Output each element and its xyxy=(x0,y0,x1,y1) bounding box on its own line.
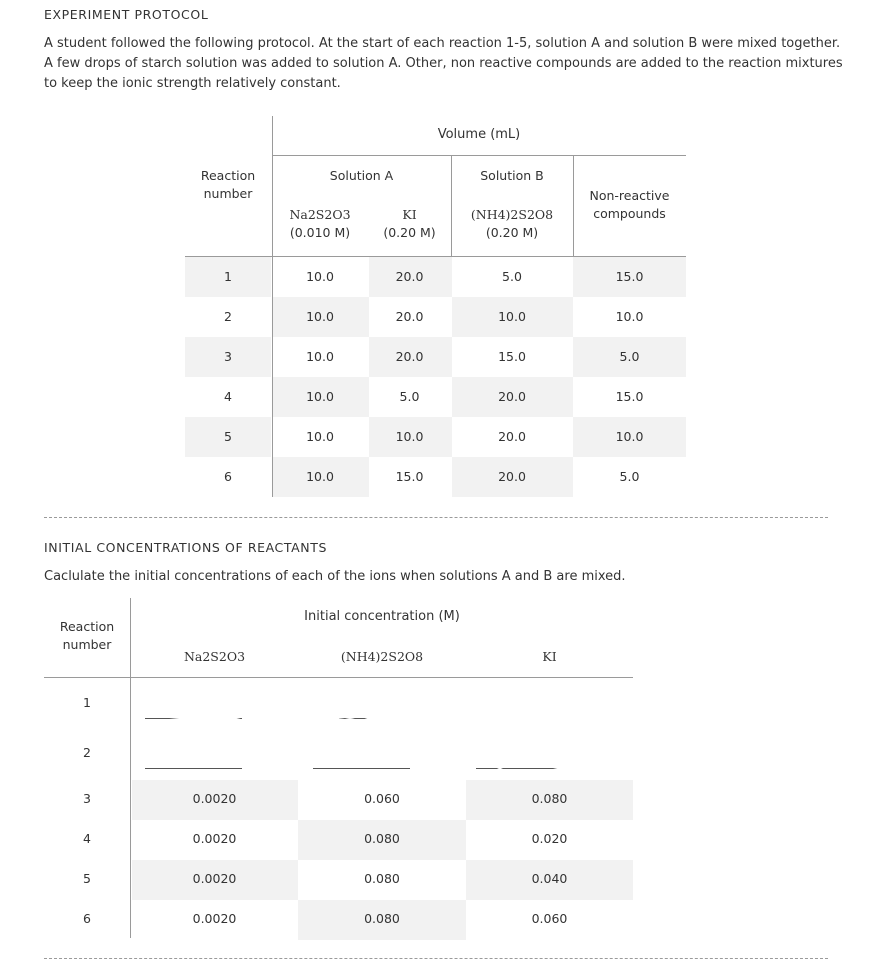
t1-row4-na2s2o3: 10.0 xyxy=(306,389,334,404)
t1-row3-nh4: 15.0 xyxy=(498,349,526,364)
t1-row4-nh4: 20.0 xyxy=(498,389,526,404)
t2-row6-reaction: 6 xyxy=(83,911,91,926)
t1-row6-ki: 15.0 xyxy=(395,469,424,484)
t2-ki-header: KI xyxy=(542,649,557,664)
t2-nh4-header: (NH4)2S2O8 xyxy=(340,649,424,664)
reaction-number-header xyxy=(185,168,271,201)
t1-row3-ki: 20.0 xyxy=(395,349,424,364)
t1-row1-nonreactive: 15.0 xyxy=(615,269,644,284)
ki-concentration: (0.20 M) xyxy=(383,225,436,240)
t1-row6-na2s2o3: 10.0 xyxy=(306,469,334,484)
bottom-divider xyxy=(44,958,828,959)
t1-row4-nonreactive: 15.0 xyxy=(615,389,644,404)
protocol-line-3: to keep the ionic strength relatively constant. xyxy=(44,76,341,91)
nh4-formula: (NH4)2S2O8 xyxy=(470,207,554,222)
na2s2o3-concentration: (0.010 M) xyxy=(289,225,351,240)
volume-header: Volume (mL) xyxy=(437,127,521,142)
nonreactive-header-line-1: Non-reactive xyxy=(589,188,670,203)
section-divider xyxy=(44,517,828,518)
t2-row4-nh4: 0.080 xyxy=(364,831,400,846)
t1-row1-ki: 20.0 xyxy=(395,269,424,284)
t2-row3-reaction: 3 xyxy=(83,791,91,806)
protocol-line-2: A few drops of starch solution was added to solution A. Other, non reactive compounds are added to the reaction mixtures xyxy=(44,56,843,71)
nonreactive-header-line-2: compounds xyxy=(593,206,666,221)
solution-b-header: Solution B xyxy=(480,168,544,183)
t2-row2-reaction: 2 xyxy=(83,745,91,760)
ki-formula: KI xyxy=(402,207,417,222)
t2-row3-nh4: 0.060 xyxy=(364,791,400,806)
t2-row6-ki: 0.060 xyxy=(531,911,568,926)
t2-reaction-header xyxy=(44,619,130,652)
t1-row4-reaction: 4 xyxy=(224,389,232,404)
protocol-heading: EXPERIMENT PROTOCOL xyxy=(44,7,209,22)
nonreactive-header xyxy=(573,188,686,221)
t1-row2-nh4: 10.0 xyxy=(498,309,526,324)
nh4-header xyxy=(451,207,573,240)
t1-row2-reaction: 2 xyxy=(224,309,232,324)
t1-row6-reaction: 6 xyxy=(224,469,232,484)
t1-row1-nh4: 5.0 xyxy=(502,269,522,284)
t2-row5-ki: 0.040 xyxy=(531,871,568,886)
t1-row5-nh4: 20.0 xyxy=(498,429,526,444)
t1-row2-na2s2o3: 10.0 xyxy=(306,309,334,324)
t1-row1-na2s2o3: 10.0 xyxy=(306,269,334,284)
conc-header: Initial concentration (M) xyxy=(304,609,460,624)
t2-row5-na2s2o3: 0.0020 xyxy=(192,871,237,886)
t1-row5-reaction: 5 xyxy=(224,429,232,444)
na2s2o3-formula: Na2S2O3 xyxy=(289,207,351,222)
ki-header xyxy=(368,207,451,240)
t2-row1-reaction: 1 xyxy=(83,695,91,710)
t2-row5-nh4: 0.080 xyxy=(364,871,400,886)
t2-row5-reaction: 5 xyxy=(83,871,91,886)
reaction-header-line-2: number xyxy=(203,186,253,201)
t1-row6-nonreactive: 5.0 xyxy=(619,469,640,484)
t1-row3-nonreactive: 5.0 xyxy=(619,349,640,364)
t2-row3-ki: 0.080 xyxy=(531,791,568,806)
initial-instruction: Caclulate the initial concentrations of each of the ions when solutions A and B are mixed. xyxy=(44,569,626,584)
protocol-line-1: A student followed the following protocol. At the start of each reaction 1-5, solution A and solution B were mixed together. xyxy=(44,36,841,51)
t2-row6-nh4: 0.080 xyxy=(364,911,400,926)
t1-row2-ki: 20.0 xyxy=(395,309,424,324)
solution-a-header: Solution A xyxy=(329,168,394,183)
t2-reaction-header-line-1: Reaction xyxy=(59,619,115,634)
t1-row3-reaction: 3 xyxy=(224,349,232,364)
t1-row5-nonreactive: 10.0 xyxy=(615,429,644,444)
t1-row2-nonreactive: 10.0 xyxy=(615,309,644,324)
t1-row6-nh4: 20.0 xyxy=(498,469,526,484)
t2-row6-na2s2o3: 0.0020 xyxy=(192,911,237,926)
reaction-header-line-1: Reaction xyxy=(200,168,256,183)
t1-row3-na2s2o3: 10.0 xyxy=(306,349,334,364)
t2-row4-reaction: 4 xyxy=(83,831,91,846)
concentration-table xyxy=(0,590,879,950)
t2-row4-ki: 0.020 xyxy=(531,831,568,846)
na2s2o3-header xyxy=(272,207,368,240)
initial-heading: INITIAL CONCENTRATIONS OF REACTANTS xyxy=(44,540,328,555)
t1-row5-ki: 10.0 xyxy=(395,429,424,444)
redaction-scribble xyxy=(140,678,715,778)
t2-reaction-header-line-2: number xyxy=(62,637,112,652)
t1-row5-na2s2o3: 10.0 xyxy=(306,429,334,444)
t2-row4-na2s2o3: 0.0020 xyxy=(192,831,237,846)
t2-row3-na2s2o3: 0.0020 xyxy=(192,791,237,806)
t1-row1-reaction: 1 xyxy=(224,269,232,284)
t1-row4-ki: 5.0 xyxy=(399,389,420,404)
t2-na2s2o3-header: Na2S2O3 xyxy=(183,649,246,664)
nh4-concentration: (0.20 M) xyxy=(485,225,539,240)
